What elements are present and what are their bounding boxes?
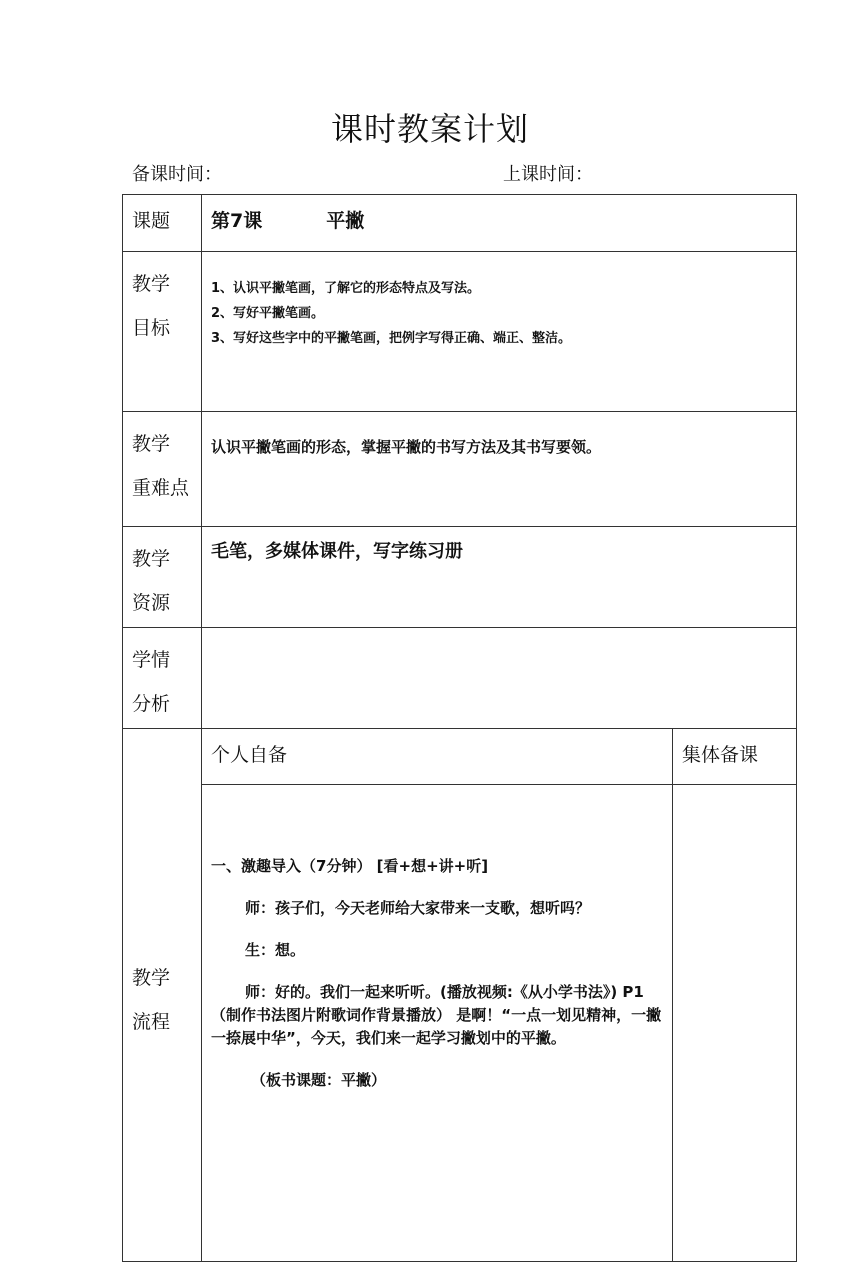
section-heading: 一、激趣导入（7分钟） [看+想+讲+听] (211, 857, 489, 875)
prep-time-label: 备课时间： (132, 164, 222, 185)
objectives-list (202, 252, 797, 412)
analysis-text (202, 628, 797, 729)
board-note: （板书课题：平撇） (251, 1071, 387, 1089)
resources-label: 教学 资源 (123, 527, 202, 628)
lesson-name: 平撇 (326, 210, 365, 232)
process-label: 教学 流程 (123, 729, 202, 1262)
personal-prep-header: 个人自备 (202, 729, 673, 785)
document-title: 课时教案计划 (330, 110, 529, 148)
lesson-number: 第7课 (211, 210, 263, 232)
analysis-label: 学情 分析 (123, 628, 202, 729)
objective-item: 3、写好这些字中的平撇笔画，把例字写得正确、端正、整洁。 (211, 331, 572, 346)
objective-item: 1、认识平撇笔画，了解它的形态特点及写法。 (211, 281, 481, 296)
key-points-label: 教学 重难点 (123, 412, 202, 527)
group-prep-header: 集体备课 (673, 729, 797, 785)
topic-label: 课题 (123, 195, 202, 252)
dialogue-line: 师：孩子们，今天老师给大家带来一支歌，想听吗？ (245, 899, 591, 917)
class-time-label: 上课时间： (503, 164, 593, 185)
objective-item: 2、写好平撇笔画。 (211, 306, 325, 321)
key-points-text: 认识平撇笔画的形态，掌握平撇的书写方法及其书写要领。 (202, 412, 797, 527)
group-prep-content (673, 785, 797, 1262)
dialogue-line: 生：想。 (245, 941, 306, 959)
personal-prep-content (202, 785, 673, 1262)
topic-value (202, 195, 797, 252)
lesson-plan-table (122, 194, 797, 1262)
objectives-label: 教学 目标 (123, 252, 202, 412)
dialogue-line: 师：好的。我们一起来听听。(播放视频:《从小学书法》) P1 （制作书法图片附歌词作背景播放） 是啊！“一点一划见精神，一撇一捺展中华”，今天，我们来一起学习撇划中的平撇。 (211, 983, 662, 1047)
resources-text: 毛笔，多媒体课件，写字练习册 (202, 527, 797, 628)
